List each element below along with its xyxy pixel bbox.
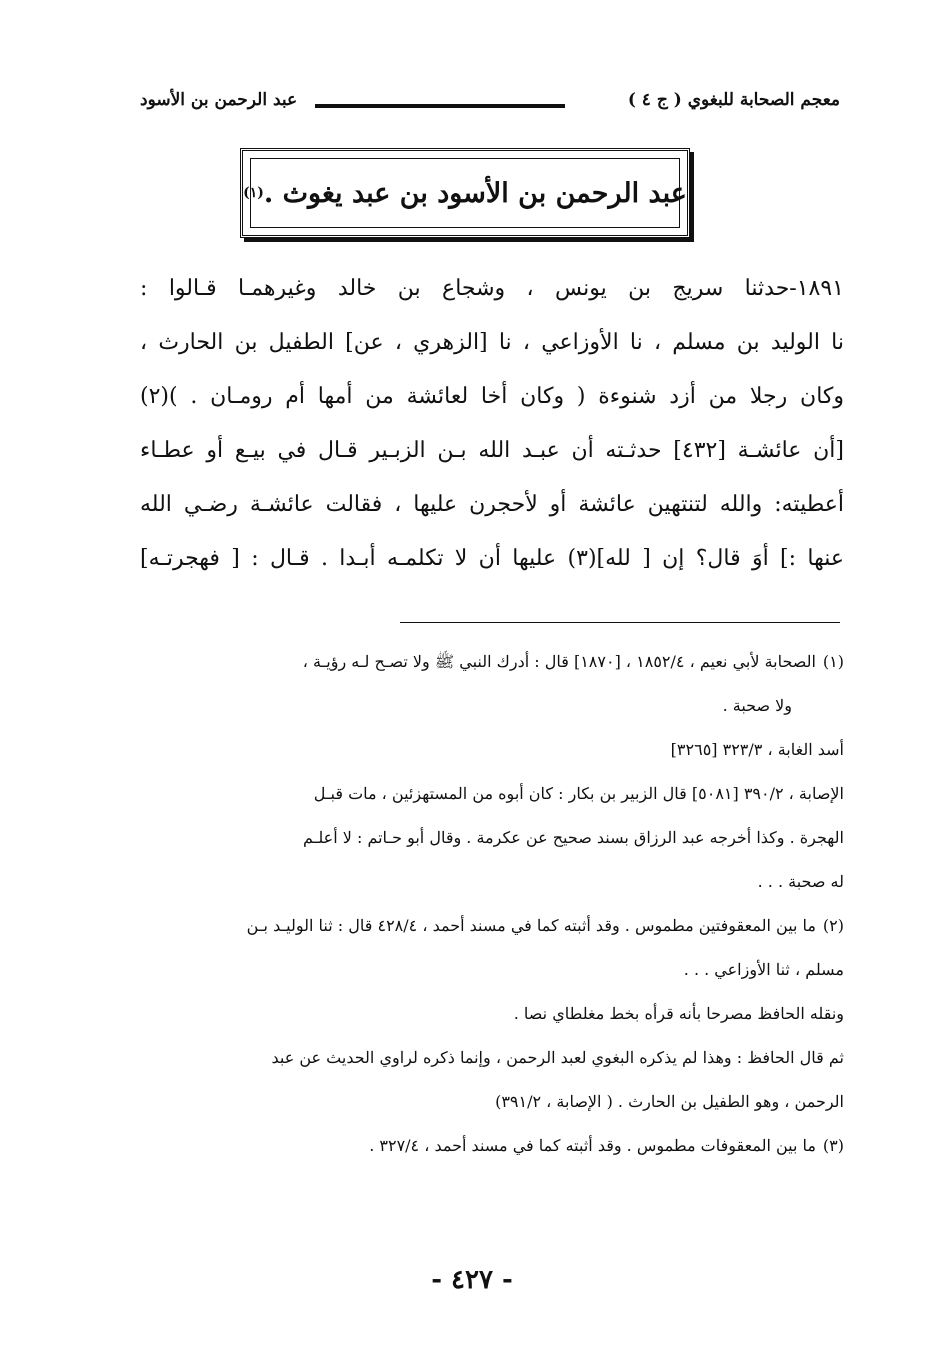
footnote-text: ما بين المعقوفتين مطموس . وقد أثبته كما في مسند أحمد ، ٤٢٨/٤ قال : ثنا الوليـد بـن — [246, 916, 816, 935]
footnote-line: ولا صحبة . — [722, 696, 792, 715]
header-section-title: عبد الرحمن بن الأسود — [140, 90, 298, 110]
main-text — [140, 262, 844, 586]
footnote-separator — [400, 622, 840, 623]
footnote-line: مسلم ، ثنا الأوزاعي . . . — [683, 960, 844, 979]
entry-title-footnote-ref: (١) — [243, 185, 264, 201]
main-text-line: وكان رجلا من أزد شنوءة ( وكان أخا لعائشة من أمها أم رومـان . )(٢) — [140, 384, 844, 409]
footnote-line: الرحمن ، وهو الطفيل بن الحارث . ( الإصابة ، ٣٩١/٢) — [495, 1092, 844, 1111]
main-text-line: أعطيته: والله لتنتهين عائشة أو لأحجرن عليها ، فقالت عائشـة رضـي الله — [140, 492, 844, 517]
main-text-line: عنها :] أوَ قال؟ إن [ لله](٣) عليها أن لا تكلمـه أبـدا . قـال : [ فهجرتـه] — [140, 546, 844, 571]
header-rule — [315, 104, 565, 108]
footnote-line — [108, 1124, 844, 1168]
entry-title-box — [240, 148, 690, 238]
footnote-line: أسد الغابة ، ٣٢٣/٣ [٣٢٦٥] — [670, 740, 844, 759]
footnote-line: ثم قال الحافظ : وهذا لم يذكره البغوي لعبد الرحمن ، وإنما ذكره لراوي الحديث عن عبد — [271, 1048, 844, 1067]
entry-title: عبد الرحمن بن الأسود بن عبد يغوث . — [263, 177, 687, 209]
footnote-number: (١) — [822, 652, 844, 671]
footnote-number: (٢) — [822, 916, 844, 935]
main-text-line: [أن عائشـة [٤٣٢] حدثـته أن عبـد الله بـن الزبـير قـال في بيـع أو عطـاء — [140, 438, 844, 463]
footnote-line: الهجرة . وكذا أخرجه عبد الرزاق بسند صحيح عن عكرمة . وقال أبو حـاتم : لا أعلـم — [303, 828, 844, 847]
footnote-text: الصحابة لأبي نعيم ، ١٨٥٢/٤ ، [١٨٧٠] قال : أدرك النبي ﷺ ولا تصـح لـه رؤيـة ، — [302, 652, 816, 671]
main-text-line: نا الوليد بن مسلم ، نا الأوزاعي ، نا [الزهري ، عن] الطفيل بن الحارث ، — [140, 330, 844, 355]
page-number: - ٤٢٧ - — [431, 1265, 513, 1295]
entry-title-frame — [243, 158, 687, 228]
footnote-line — [108, 904, 844, 948]
footnotes — [108, 640, 844, 1168]
footnote-text: ما بين المعقوفات مطموس . وقد أثبته كما في مسند أحمد ، ٣٢٧/٤ . — [369, 1136, 816, 1155]
footnote-line — [108, 640, 844, 684]
header-book-title: معجم الصحابة للبغوي ( ج ٤ ) — [627, 90, 840, 110]
running-header — [140, 90, 840, 118]
footnote-line: له صحبة . . . — [757, 872, 844, 891]
footnote-line: ونقله الحافظ مصرحا بأنه قرأه بخط مغلطاي نصا . — [513, 1004, 844, 1023]
main-text-line: ١٨٩١-حدثنا سريج بن يونس ، وشجاع بن خالد وغيرهمـا قـالوا : — [140, 276, 844, 301]
footnote-line: الإصابة ، ٣٩٠/٢ [٥٠٨١] قال الزبير بن بكار : كان أبوه من المستهزئين ، مات قبـل — [313, 784, 844, 803]
footnote-number: (٣) — [822, 1136, 844, 1155]
